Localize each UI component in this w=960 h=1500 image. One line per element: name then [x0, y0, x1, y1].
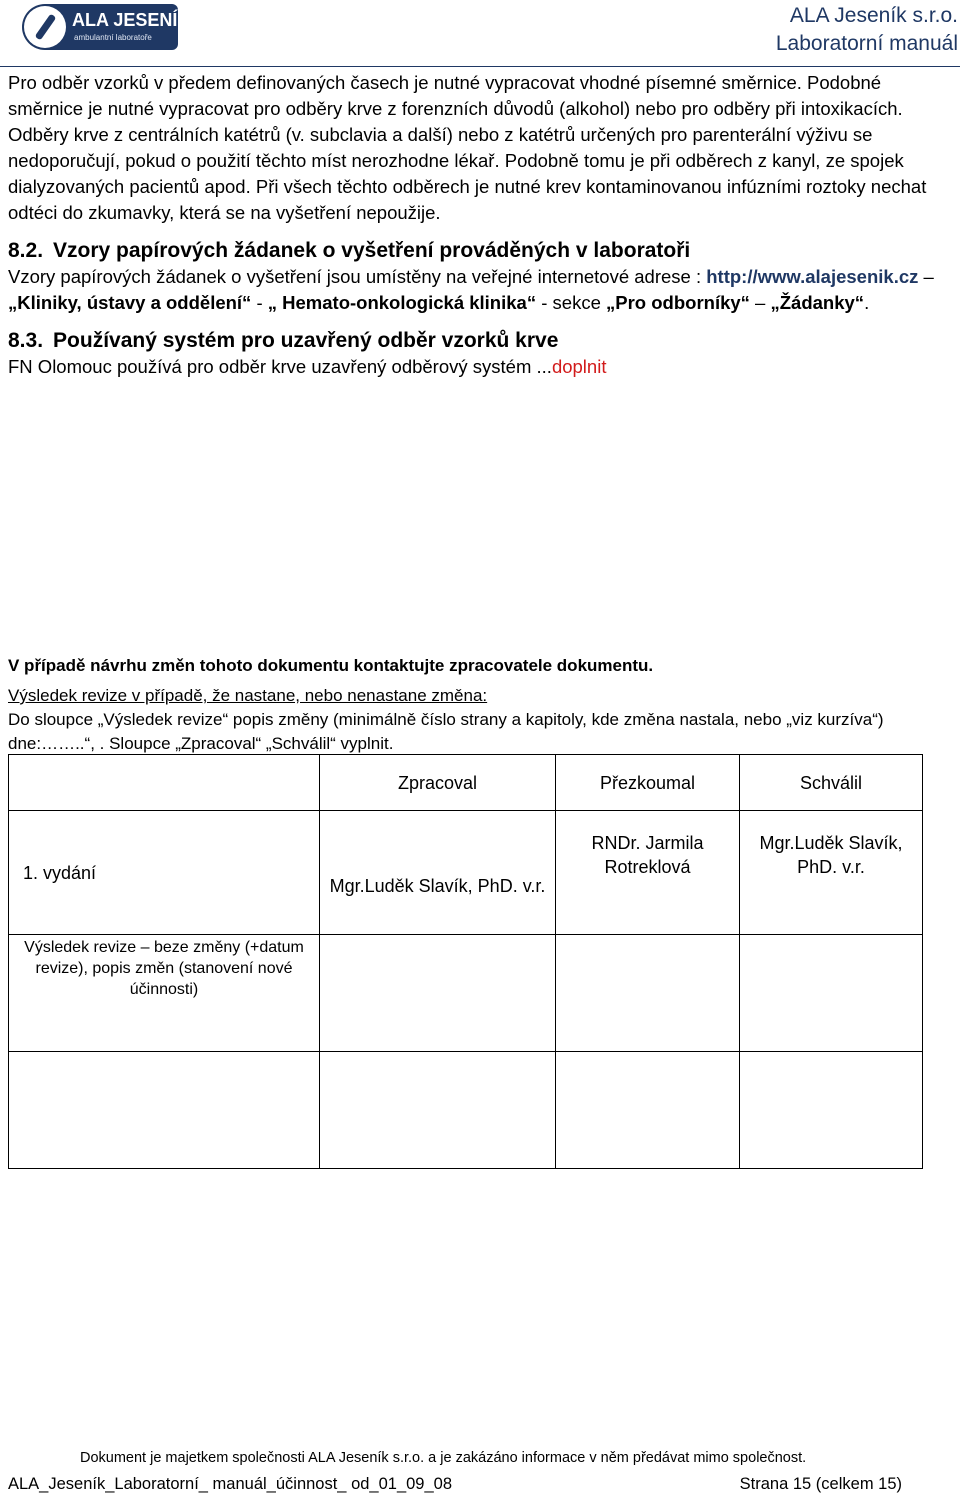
paragraph-request-forms	[8, 264, 956, 316]
revision-table	[8, 754, 923, 1169]
table-row	[9, 1052, 923, 1169]
cell-prezkoumal: RNDr. Jarmila Rotreklová	[556, 811, 740, 935]
dash: -	[251, 292, 268, 313]
footer-doc-id: ALA_Jeseník_Laboratorní_ manuál_účinnost_ od_01_09_08	[8, 1475, 453, 1493]
nav-path-experts: „Pro odborníky“	[606, 292, 750, 313]
table-cell-empty	[320, 935, 556, 1052]
section-number: 8.2.	[8, 239, 44, 262]
revision-title	[8, 684, 958, 708]
section-heading-8-3	[8, 328, 956, 354]
closed-system-text: FN Olomouc používá pro odběr krve uzavřený odběrový systém ...	[8, 356, 552, 377]
table-cell-empty	[320, 1052, 556, 1169]
section-heading-8-2	[8, 238, 956, 264]
column-header-schvalil: Schválil	[740, 755, 923, 811]
cell-schvalil: Mgr.Luděk Slavík, PhD. v.r.	[740, 811, 923, 935]
table-row	[9, 811, 923, 935]
row-label: 1. vydání	[9, 811, 320, 935]
cell-zpracoval: Mgr.Luděk Slavík, PhD. v.r.	[320, 811, 556, 935]
revision-instructions: Do sloupce „Výsledek revize“ popis změny (minimálně číslo strany a kapitoly, kde změna nastala, nebo „viz kurzíva“) dne:……..“, . Sloupce „Zpracoval“ „Schválil“ vyplnit.	[8, 710, 884, 753]
test-tube-icon	[24, 6, 66, 48]
footer-page-number: Strana 15 (celkem 15)	[739, 1475, 902, 1493]
logo-text: ALA JESENÍK s.r.o.	[72, 10, 238, 30]
header-right	[776, 2, 958, 58]
footer-ownership: Dokument je majetkem společnosti ALA Jeseník s.r.o. a je zakázáno informace v něm předávat mimo společnost.	[80, 1450, 807, 1466]
revision-title-text: Výsledek revize v případě, že nastane, nebo nenastane změna:	[8, 686, 488, 705]
column-header-prezkoumal: Přezkoumal	[556, 755, 740, 811]
nav-path-hemato: „ Hemato-onkologická klinika“	[267, 292, 537, 313]
paragraph-catheters: Odběry krve z centrálních katétrů (v. subclavia a další) nebo z katétrů určených pro parenterální výživu se nedoporučují, pokud o použití těchto míst nerozhodne lékař. Podobně tomu je při odběrech z kanyl, ze spojek dialyzovaných pacientů apod. Při všech těchto odběrech je nutné krev kontaminovanou infúzními roztoky nechat odtéci do zkumavky, která se na vyšetření nepoužije.	[8, 124, 927, 223]
header-divider	[0, 66, 960, 67]
period: .	[864, 292, 870, 313]
revision-block	[8, 654, 958, 756]
nav-path-requests: „Žádanky“	[770, 292, 865, 313]
dash: –	[918, 266, 934, 287]
column-header-zpracoval: Zpracoval	[320, 755, 556, 811]
section-word: - sekce	[536, 292, 607, 313]
document-title: Laboratorní manuál	[775, 32, 958, 55]
table-cell-empty	[9, 755, 320, 811]
website-link[interactable]: http://www.alajesenik.cz	[706, 266, 919, 287]
logo-subtitle: ambulantní laboratoře	[74, 33, 152, 42]
table-cell-empty	[9, 1052, 320, 1169]
paragraph-closed-system	[8, 354, 956, 380]
nav-path-clinics: „Kliniky, ústavy a oddělení“	[8, 292, 252, 313]
main-content	[8, 70, 956, 380]
table-cell-empty	[740, 1052, 923, 1169]
company-logo	[22, 4, 238, 50]
table-cell-empty	[556, 1052, 740, 1169]
table-header-row	[9, 755, 923, 811]
change-note: V případě návrhu změn tohoto dokumentu kontaktujte zpracovatele dokumentu.	[8, 656, 654, 675]
request-forms-text: Vzory papírových žádanek o vyšetření jsou umístěny na veřejné internetové adrese :	[8, 266, 702, 287]
table-cell-empty	[740, 935, 923, 1052]
section-number: 8.3.	[8, 329, 44, 352]
section-title: Používaný systém pro uzavřený odběr vzorků krve	[53, 329, 559, 352]
table-cell-empty	[556, 935, 740, 1052]
company-name: ALA Jeseník s.r.o.	[789, 4, 958, 27]
dash: –	[749, 292, 771, 313]
section-title: Vzory papírových žádanek o vyšetření prováděných v laboratoři	[53, 239, 691, 262]
table-row	[9, 935, 923, 1052]
todo-note: doplnit	[551, 356, 607, 377]
row-label-revision: Výsledek revize – beze změny (+datum revize), popis změn (stanovení nové účinnosti)	[9, 935, 320, 1052]
paragraph-sampling-times: Pro odběr vzorků v předem definovaných časech je nutné vypracovat vhodné písemné směrnice. Podobné směrnice je nutné vypracovat pro odběry krve z forenzních důvodů (alkohol) nebo pro odběry při intoxikacích.	[8, 72, 903, 119]
